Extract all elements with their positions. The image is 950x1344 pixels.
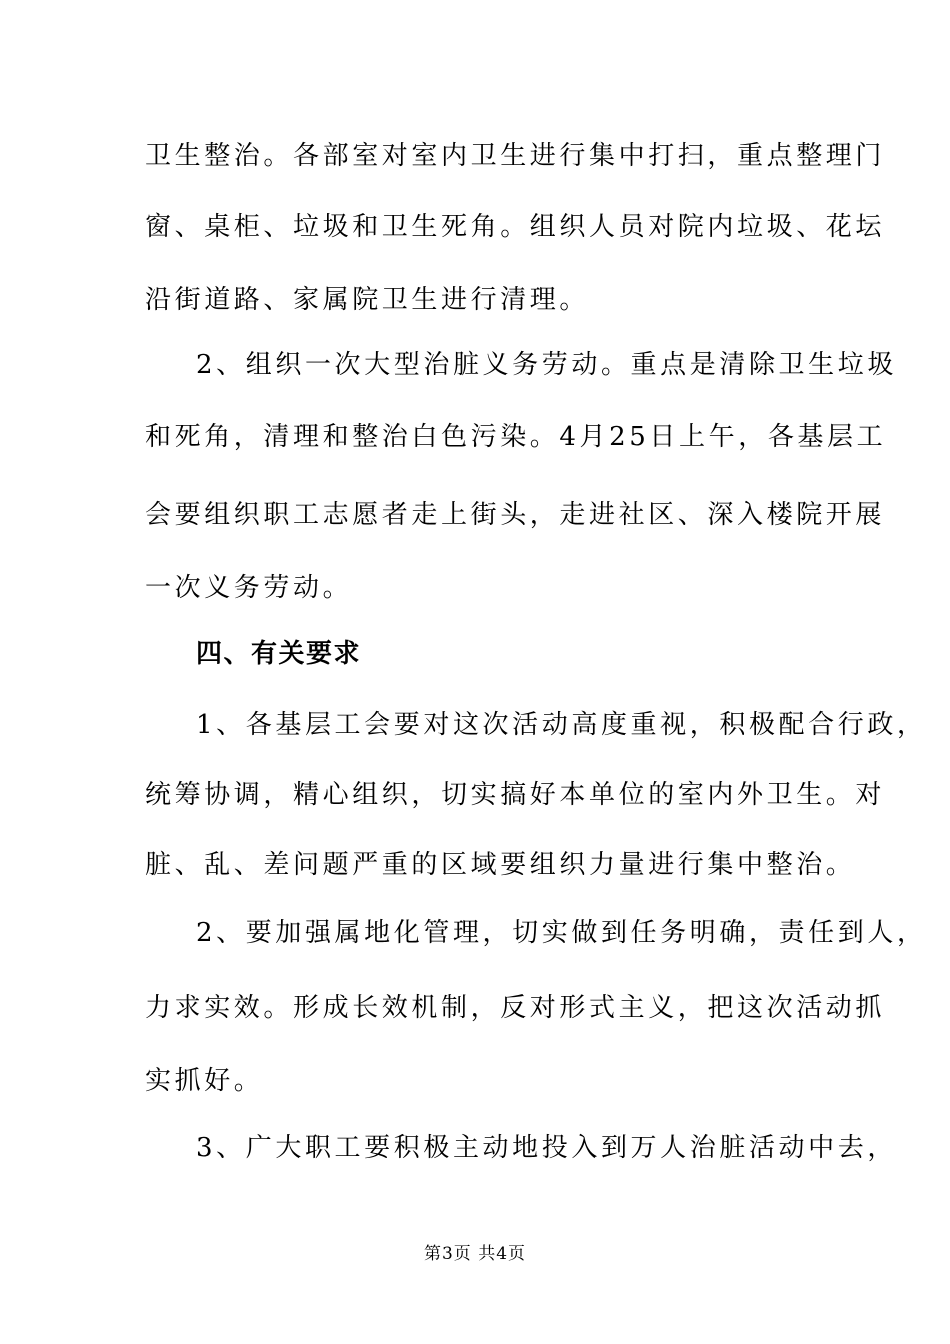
body-line: 1、各基层工会要对这次活动高度重视，积极配合行政， bbox=[196, 710, 927, 740]
body-line: 2、要加强属地化管理，切实做到任务明确，责任到人， bbox=[196, 918, 927, 948]
body-line: 和死角，清理和整治白色污染。4月25日上午，各基层工 bbox=[145, 422, 887, 452]
body-line: 脏、乱、差问题严重的区域要组织力量进行集中整治。 bbox=[145, 850, 856, 880]
body-line: 沿街道路、家属院卫生进行清理。 bbox=[145, 285, 590, 315]
body-line: 一次义务劳动。 bbox=[145, 573, 353, 603]
section-heading: 四、有关要求 bbox=[196, 639, 362, 669]
body-line: 统筹协调，精心组织，切实搞好本单位的室内外卫生。对 bbox=[145, 780, 886, 810]
body-line: 实抓好。 bbox=[145, 1066, 264, 1096]
body-line: 卫生整治。各部室对室内卫生进行集中打扫，重点整理门 bbox=[145, 141, 886, 171]
body-line: 2、组织一次大型治脏义务劳动。重点是清除卫生垃圾 bbox=[196, 350, 897, 380]
body-line: 3、广大职工要积极主动地投入到万人治脏活动中去， bbox=[196, 1133, 897, 1163]
page-number-footer: 第3页 共4页 bbox=[423, 1244, 527, 1264]
body-line: 力求实效。形成长效机制，反对形式主义，把这次活动抓 bbox=[145, 993, 886, 1023]
body-line: 窗、桌柜、垃圾和卫生死角。组织人员对院内垃圾、花坛 bbox=[145, 212, 886, 242]
body-line: 会要组织职工志愿者走上街头，走进社区、深入楼院开展 bbox=[145, 500, 886, 530]
